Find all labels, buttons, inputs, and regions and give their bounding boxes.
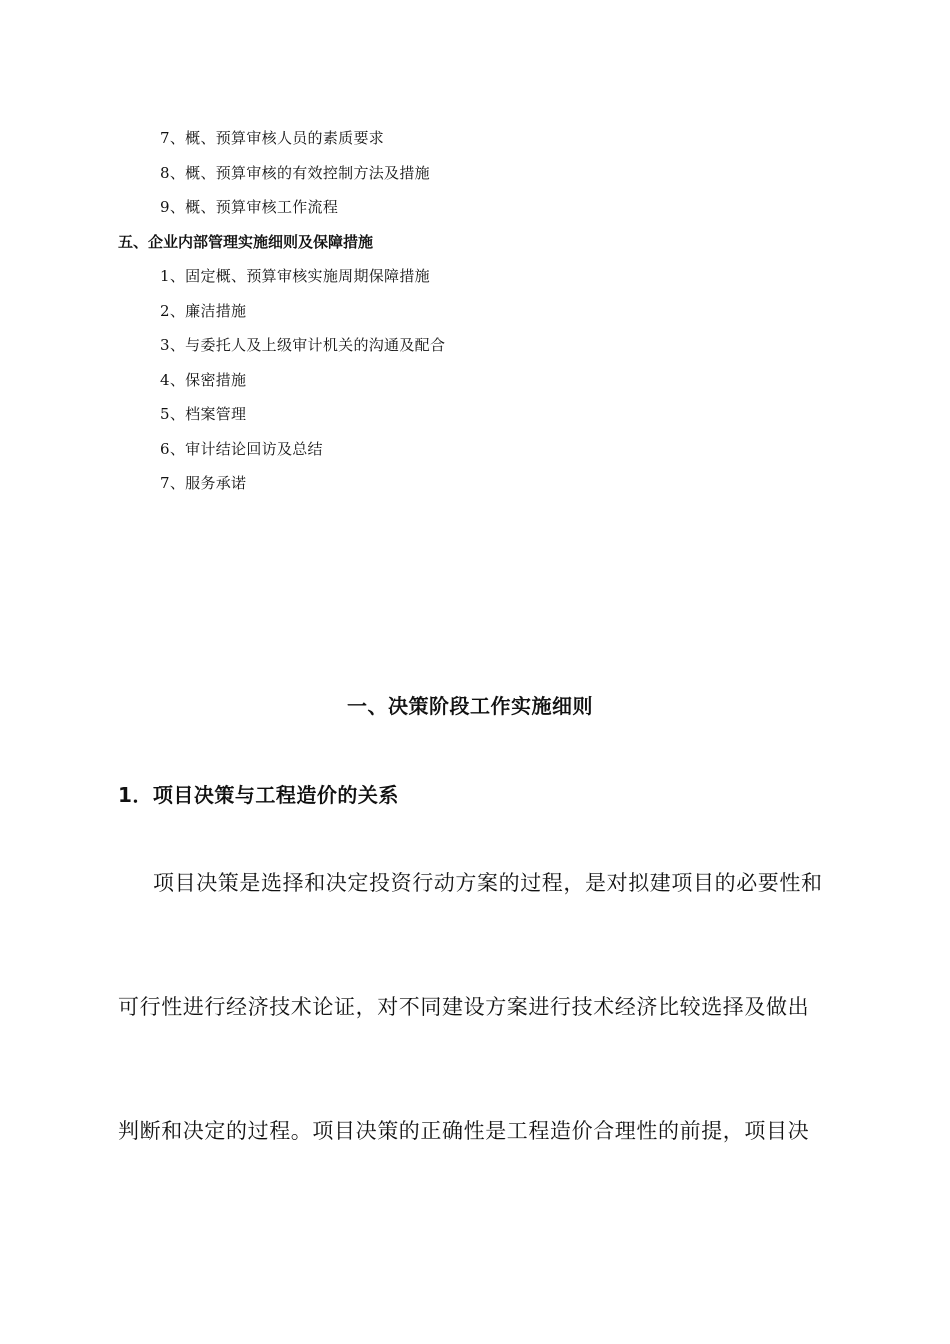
toc-item: 7、服务承诺 (160, 474, 247, 492)
toc-item: 1、固定概、预算审核实施周期保障措施 (160, 267, 430, 285)
toc-item: 3、与委托人及上级审计机关的沟通及配合 (160, 336, 446, 354)
toc-item: 2、廉洁措施 (160, 302, 247, 320)
toc-item: 4、保密措施 (160, 371, 247, 389)
body-text-line: 判断和决定的过程。项目决策的正确性是工程造价合理性的前提，项目决 (118, 1119, 810, 1143)
body-text-line: 项目决策是选择和决定投资行动方案的过程，是对拟建项目的必要性和 (153, 871, 823, 895)
toc-item: 7、概、预算审核人员的素质要求 (160, 129, 385, 147)
toc-item: 8、概、预算审核的有效控制方法及措施 (160, 164, 430, 182)
toc-item: 9、概、预算审核工作流程 (160, 198, 339, 216)
section-heading: 1．项目决策与工程造价的关系 (118, 783, 399, 807)
chapter-title-text: 一、决策阶段工作实施细则 (347, 694, 593, 718)
toc-item: 6、审计结论回访及总结 (160, 440, 323, 458)
body-text-line: 可行性进行经济技术论证，对不同建设方案进行技术经济比较选择及做出 (118, 995, 810, 1019)
chapter-title (0, 693, 950, 719)
toc-section-heading: 五、企业内部管理实施细则及保障措施 (118, 233, 374, 251)
toc-item: 5、档案管理 (160, 405, 247, 423)
